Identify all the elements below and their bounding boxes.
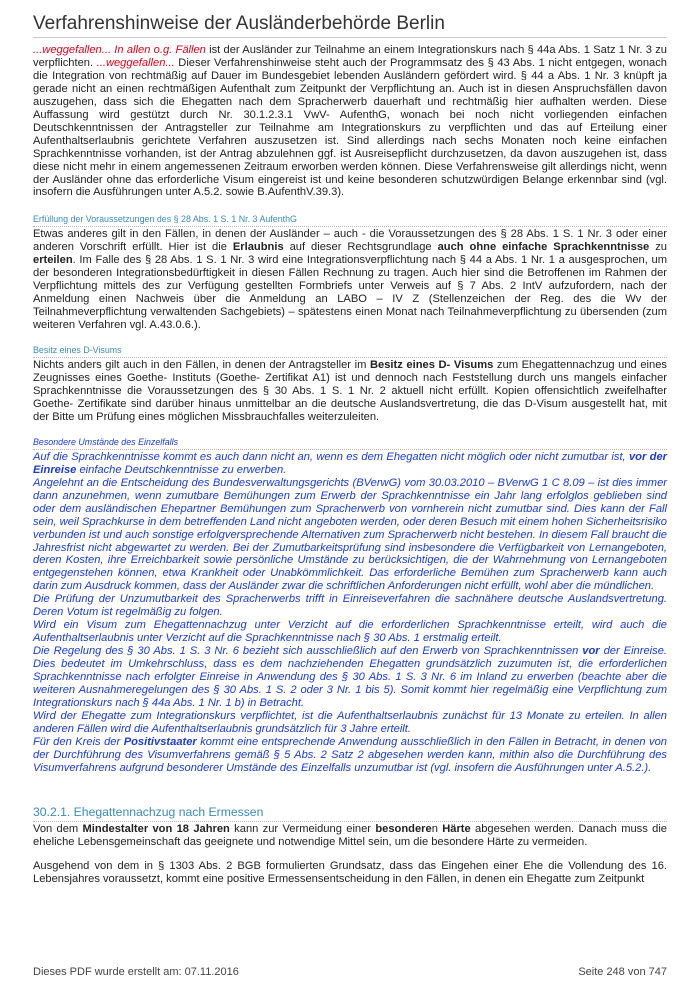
section-heading-30-2-1: 30.2.1. Ehegattennachzug nach Ermessen: [33, 805, 667, 822]
section-heading-special: Besondere Umstände des Einzelfalls: [33, 437, 667, 450]
section-heading-dvisum: Besitz eines D-Visums: [33, 345, 667, 358]
pdf-created-date: Dieses PDF wurde erstellt am: 07.11.2016: [33, 966, 239, 978]
removed-marker: ...weggefallen... In allen o.g. Fällen: [33, 44, 206, 56]
section-30-2-1-paragraph: Ausgehend von dem in § 1303 Abs. 2 BGB formulierten Grundsatz, dass das Eingehen einer Ehe die Vollendung des 16. Lebensjahres voraussetzt, kommt eine positive Ermessensentscheidung in den Fällen, in denen ein Ehegatte zum Zeitpunkt: [33, 859, 667, 885]
page-title: Verfahrenshinweise der Ausländerbehörde Berlin: [33, 0, 667, 38]
document-page: [33, 0, 667, 885]
page-number: Seite 248 von 747: [578, 966, 667, 978]
dvisum-paragraph: Nichts anders gilt auch in den Fällen, in denen der Antragsteller im Besitz eines D- Visums zum Ehegattennachzug und eines Zeugnisses eines Goethe- Instituts (Goethe- Zertifikat A1) ist und dennoch nach Feststellung durch uns mangels einfacher Sprachkenntnisse die Voraussetzungen des § 30 Abs. 1 S. 1 Nr. 2 aktuell nicht erfüllt. Kopien offensichtlich zweifelhafter Goethe- Zertifikate sind darüber hinaus unmittelbar an die deutsche Auslandsvertretung, die das D-Visum ausgestellt hat, mit der Bitte um Prüfung eines möglichen Missbrauchfalles weiterzuleiten.: [33, 359, 667, 423]
special-circumstances-block: [33, 451, 667, 775]
special-paragraph: Die Prüfung der Unzumutbarkeit des Spracherwerbs trifft in Einreiseverfahren die sachnähere deutsche Auslandsvertretung. Deren Votum ist regelmäßig zu folgen.: [33, 593, 667, 619]
section-heading-28: Erfüllung der Voraussetzungen des § 28 Abs. 1 S. 1 Nr. 3 AufenthG: [33, 214, 667, 227]
removed-marker: ...weggefallen...: [96, 56, 175, 69]
special-paragraph: Die Regelung des § 30 Abs. 1 S. 3 Nr. 6 bezieht sich ausschließlich auf den Erwerb von Sprachkenntnissen vor der Einreise. Dies bedeutet im Umkehrschluss, dass es dem nachziehenden Ehegatten grundsätzlich zuzumuten ist, die erforderlichen Sprachkenntnisse nach erfolgter Einreise in Anwendung des § 30 Abs. 1 S. 3 Nr. 6 im Inland zu erwerben (beachte aber die weiteren Ausnahmeregelungen des § 30 Abs. 1 S. 2 oder 3 Nr. 1 bis 5). Somit kommt hier regelmäßig eine Verpflichtung zum Integrationskurs nach § 44a Abs. 1 Nr. 1 b) in Betracht.: [33, 645, 667, 709]
special-paragraph: Angelehnt an die Entscheidung des Bundesverwaltungsgerichts (BVerwG) vom 30.03.2010 – BVerwG 1 C 8.09 – ist dies immer dann anzunehmen, wenn zumutbare Bemühungen zum Erwerb der Sprachkenntnisse ein Jahr lang erfolglos geblieben sind oder dem ausländischen Ehepartner Bemühungen zum Spracherwerb von vornherein nicht zumutbar sind. Dies kann der Fall sein, weil Sprachkurse in dem betreffenden Land nicht angeboten werden, oder deren Besuch mit einem hohen Sicherheitsrisiko verbunden ist und auch sonstige erfolgversprechende Alternativen zum Spracherwerb nicht bestehen. In diesem Fall braucht die Jahresfrist nicht abgewartet zu werden. Bei der Zumutbarkeitsprüfung sind insbesondere die Verfügbarkeit von Lernangeboten, deren Kosten, ihre Erreichbarkeit sowie persönliche Umstände zu berücksichtigen, die der Wahrnehmung von Lernangeboten entgegenstehen können, etwa Krankheit oder Unabkömmlichkeit. Das erforderliche Bemühen zum Spracherwerb kann auch darin zum Ausdruck kommen, dass der Ausländer zwar die schriftlichen Anforderungen nicht erfüllt, wohl aber die mündlichen.: [33, 476, 667, 593]
section-28-paragraph: Etwas anderes gilt in den Fällen, in denen der Ausländer – auch - die Voraussetzungen des § 28 Abs. 1 S. 1 Nr. 3 oder einer anderen Vorschrift erfüllt. Hier ist die Erlaubnis auf dieser Rechtsgrundlage auch ohne einfache Sprachkenntnisse zu erteilen. Im Falle des § 28 Abs. 1 S. 1 Nr. 3 wird eine Integrationsverpflichtung nach § 44 a Abs. 1 Nr. 1 a ausgesprochen, um der besonderen Integrationsbedürftigkeit in diesen Fällen Rechnung zu tragen. Auch hier sind die Betroffenen im Rahmen der Verpflichtung mittels des zur Verfügung gestellten Formbriefs unter Verweis auf § 7 Abs. 2 IntV aufzufordern, nach der Anmeldung einen Nachweis über die Anmeldung an LABO – IV Z (Stellenzeichen der Reg. des die Wv der Teilnahmeverpflichtung verwaltenden Sachgebiets) – spätestens einen Monat nach Teilnahmeverpflichtung zu übersenden (zum weiteren Verfahren vgl. A.43.0.6.).: [33, 228, 667, 332]
special-paragraph: Wird der Ehegatte zum Integrationskurs verpflichtet, ist die Aufenthaltserlaubnis zunächst für 13 Monate zu erteilen. In allen anderen Fällen wird die Aufenthaltserlaubnis grundsätzlich für 3 Jahre erteilt.: [33, 709, 667, 735]
special-paragraph: Wird ein Visum zum Ehegattennachzug unter Verzicht auf die erforderlichen Sprachkenntnisse erteilt, wird auch die Aufenthaltserlaubnis unter Verzicht auf die Sprachkenntnisse nach § 30 Abs. 1 erstmalig erteilt.: [33, 619, 667, 645]
intro-paragraph: ...weggefallen... In allen o.g. Fällen ist der Ausländer zur Teilnahme an einem Integrationskurs nach § 44a Abs. 1 Satz 1 Nr. 3 zu verpflichten. ...weggefallen... Dieser Verfahrenshinweise steht auch der Programmsatz des § 43 Abs. 1 nicht entgegen, wonach die Integration von rechtmäßig auf Dauer im Bundesgebiet lebenden Ausländern gefördert wird. § 44 a Abs. 1 Nr. 3 knüpft ja gerade nicht an einen rechtmäßigen Aufenthalt zum Zeitpunkt der Verpflichtung an. Auch ist in diesen Anspruchsfällen davon auszugehen, dass sich die Ehegatten nach dem Spracherwerb dauerhaft und rechtmäßig hier aufhalten werden. Diese Auffassung wird gestützt durch Nr. 30.1.2.3.1 VwV- AufenthG, wonach bei noch nicht vorliegenden einfachen Deutschkenntnissen der Antragsteller zur Teilnahme am Integrationskurs zu verpflichten und das auf Erteilung einer Aufenthaltserlaubnis gerichtete Verfahren auszusetzen ist. Sind allerdings nach sechs Monaten noch keine einfachen Sprachkenntnisse vorhanden, ist der Antrag abzulehnen ggf. ist Ausreisepflicht durchzusetzen, da davon auszugehen ist, dass diese nicht mehr in einem angemessenen Zeitraum erworben werden können. Diese Verfahrensweise gilt allerdings nicht, wenn der Ausländer ohne das erforderliche Visum eingereist ist und keine besonderen schutzwürdigen Belange erkennbar sind (vgl. insofern die Ausführungen unter A.5.2. sowie B.AufenthV.39.3).: [33, 44, 667, 199]
section-30-2-1-paragraph: Von dem Mindestalter von 18 Jahren kann zur Vermeidung einer besonderen Härte abgesehen werden. Danach muss die eheliche Lebensgemeinschaft das geeignete und notwendige Mittel sein, um die besondere Härte zu vermeiden.: [33, 822, 667, 848]
special-paragraph: Für den Kreis der Positivstaater kommt eine entsprechende Anwendung ausschließlich in den Fällen in Betracht, in denen von der Durchführung des Visumverfahrens gemäß § 5 Abs. 2 Satz 2 abgesehen werden kann, mithin also die Durchführung des Visumverfahrens aufgrund besonderer Umstände des Einzelfalls unzumutbar ist (vgl. insofern die Ausführungen unter A.5.2.).: [33, 735, 667, 774]
special-paragraph: Auf die Sprachkenntnisse kommt es auch dann nicht an, wenn es dem Ehegatten nicht möglich oder nicht zumutbar ist, vor der Einreise einfache Deutschkenntnisse zu erwerben.: [33, 450, 667, 476]
